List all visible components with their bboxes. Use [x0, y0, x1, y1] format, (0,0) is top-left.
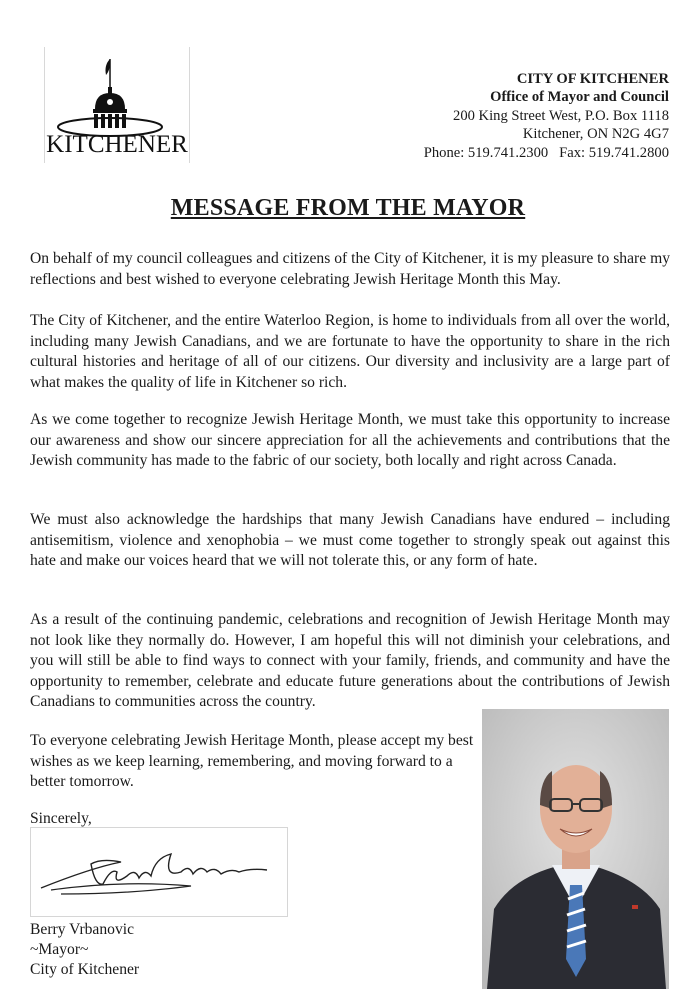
address-line-2: Kitchener, ON N2G 4G7: [522, 126, 669, 143]
paragraph-5: As a result of the continuing pandemic, celebrations and recognition of Jewish Heritage Month may not look like they normally do. However, I am hopeful this will not diminish your celebrations, and you will still be able to find ways to connect with your family, friends, and community and have the opportunity to remember, celebrate and educate future generations about the contributions of Jewish Canadians to communities across the country.: [30, 611, 670, 710]
paragraph-4: We must also acknowledge the hardships that many Jewish Canadians have endured – including antisemitism, violence and xenophobia – we must come together to strongly speak out against this hate and make our voices heard that we will not tolerate this, or any form of hate.: [30, 511, 670, 569]
letterhead: [424, 70, 669, 162]
office-name: Office of Mayor and Council: [490, 89, 669, 106]
signer-role: ~Mayor~: [30, 941, 89, 958]
city-logo: [44, 47, 190, 163]
address-line-1: 200 King Street West, P.O. Box 1118: [453, 107, 669, 124]
salutation: Sincerely,: [30, 810, 92, 827]
signer-name: Berry Vrbanovic: [30, 921, 135, 938]
paragraph-6: To everyone celebrating Jewish Heritage Month, please accept my best wishes as we keep learning, remembering, and moving forward to a better tomorrow.: [30, 732, 474, 790]
mayor-portrait: [482, 709, 669, 989]
page-title: MESSAGE FROM THE MAYOR: [170, 195, 526, 221]
contact-line: Phone: 519.741.2300 Fax: 519.741.2800: [423, 144, 669, 161]
signer-org: City of Kitchener: [30, 961, 140, 978]
portrait-image: [482, 709, 669, 989]
org-name: CITY OF KITCHENER: [516, 71, 669, 87]
paragraph-3: As we come together to recognize Jewish Heritage Month, we must take this opportunity to increase our awareness and show our sincere appreciation for all the achievements and contributions that the Jewish community has made to the fabric of our society, both locally and right across Canada.: [30, 411, 670, 469]
logo-wordmark: KITCHENER: [46, 131, 188, 158]
paragraph-2: The City of Kitchener, and the entire Waterloo Region, is home to individuals from all over the world, including many Jewish Canadians, and we are fortunate to have the opportunity to share in the rich cultural histories and heritage of all of our citizens. Our diversity and inclusivity are a large part of what makes the quality of life in Kitchener so rich.: [30, 312, 670, 391]
signature: [30, 827, 288, 917]
paragraph-1: On behalf of my council colleagues and citizens of the City of Kitchener, it is my pleasure to share my reflections and best wished to everyone celebrating Jewish Heritage Month this May.: [30, 250, 670, 288]
signature-image: [31, 828, 287, 916]
